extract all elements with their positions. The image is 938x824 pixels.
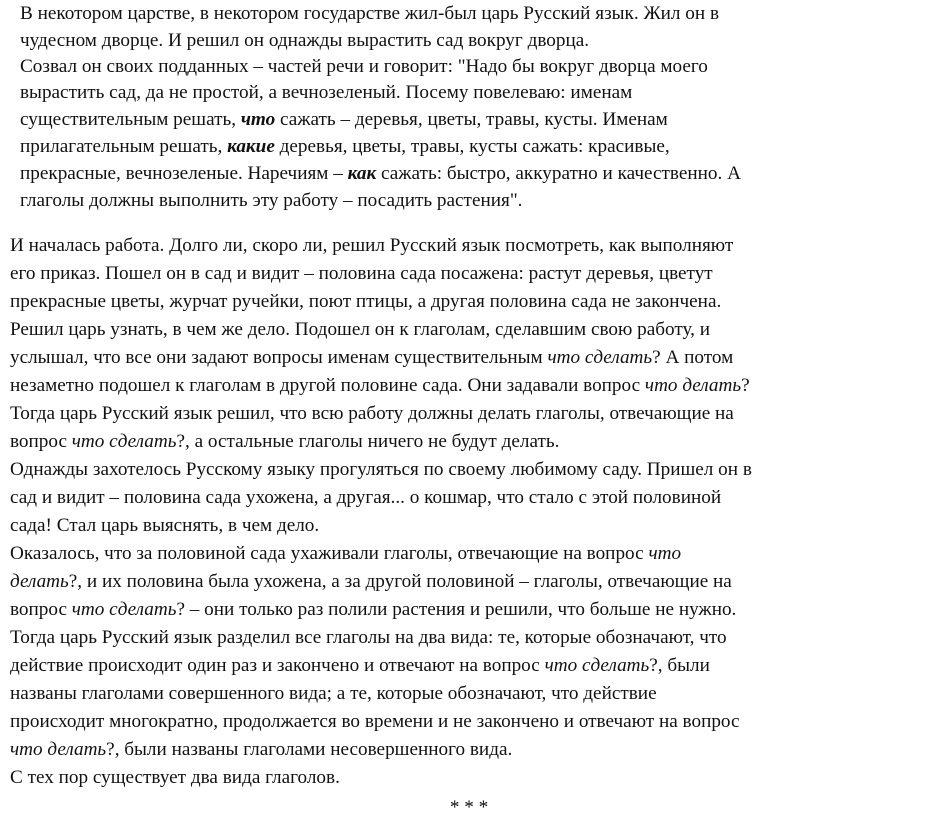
question-phrase: что (648, 543, 682, 564)
text-line: В некотором царстве, в некотором государстве жил-был царь Русский язык. Жил он в (20, 3, 720, 24)
question-phrase: что сделать (544, 655, 650, 676)
text-line: Оказалось, что за половиной сада ухаживали глаголы, отвечающие на вопрос что (10, 543, 682, 564)
emphasis-word: что (240, 109, 276, 130)
text-line: сада! Стал царь выяснять, в чем дело. (10, 515, 320, 536)
question-phrase: что сделать (547, 347, 653, 368)
question-phrase: что делать (644, 375, 742, 396)
text-line: Тогда царь Русский язык разделил все глаголы на два вида: те, которые обозначают, что (10, 627, 727, 648)
text-line: Тогда царь Русский язык решил, что всю работу должны делать глаголы, отвечающие на (10, 403, 734, 424)
question-phrase: что делать (10, 739, 107, 760)
text-line: прилагательным решать, какие деревья, цветы, травы, кусты сажать: красивые, (20, 136, 670, 157)
question-phrase: что сделать (71, 431, 177, 452)
text-line: незаметно подошел к глаголам в другой половине сада. Они задавали вопрос что делать? (10, 375, 750, 396)
text-line: что делать?, были названы глаголами несовершенного вида. (10, 739, 513, 760)
text-line: сад и видит – половина сада ухожена, а другая... о кошмар, что стало с этой половиной (10, 487, 722, 508)
text-line: вырастить сад, да не простой, а вечнозеленый. Посему повелеваю: именам (20, 82, 633, 103)
text-line: названы глаголами совершенного вида; а те, которые обозначают, что действие (10, 683, 657, 704)
text-line: делать?, и их половина была ухожена, а за другой половиной – глаголы, отвечающие на (10, 571, 732, 592)
text-line: вопрос что сделать? – они только раз полили растения и решили, что больше не нужно. (10, 599, 737, 620)
text-line: его приказ. Пошел он в сад и видит – половина сада посажена: растут деревья, цветут (10, 263, 713, 284)
text-line: Однажды захотелось Русскому языку прогуляться по своему любимому саду. Пришел он в (10, 459, 752, 480)
text-line: Решил царь узнать, в чем же дело. Подошел он к глаголам, сделавшим свою работу, и (10, 319, 711, 340)
text-line: существительным решать, что сажать – деревья, цветы, травы, кусты. Именам (20, 109, 668, 130)
text-line: чудесном дворце. И решил он однажды вырастить сад вокруг дворца. (20, 30, 590, 51)
text-line: действие происходит один раз и закончено и отвечают на вопрос что сделать?, были (10, 655, 710, 676)
text-line: происходит многократно, продолжается во времени и не закончено и отвечают на вопрос (10, 711, 740, 732)
text-line: И началась работа. Долго ли, скоро ли, решил Русский язык посмотреть, как выполняют (10, 235, 734, 256)
emphasis-word: какие (227, 136, 275, 157)
emphasis-word: как (347, 163, 377, 184)
text-line: вопрос что сделать?, а остальные глаголы ничего не будут делать. (10, 431, 560, 452)
text-line: прекрасные цветы, журчат ручейки, поют птицы, а другая половина сада не закончена. (10, 291, 722, 312)
text-line: С тех пор существует два вида глаголов. (10, 767, 340, 788)
text-line: Созвал он своих подданных – частей речи и говорит: "Надо бы вокруг дворца моего (20, 56, 708, 77)
question-phrase: делать (10, 571, 69, 592)
text-line: услышал, что все они задают вопросы именам существительным что сделать? А потом (10, 347, 734, 368)
text-line: прекрасные, вечнозеленые. Наречиям – как сажать: быстро, аккуратно и качественно. А (20, 163, 741, 184)
section-separator: * * * (449, 797, 489, 818)
text-line: глаголы должны выполнить эту работу – посадить растения". (20, 190, 523, 211)
question-phrase: что сделать (71, 599, 177, 620)
